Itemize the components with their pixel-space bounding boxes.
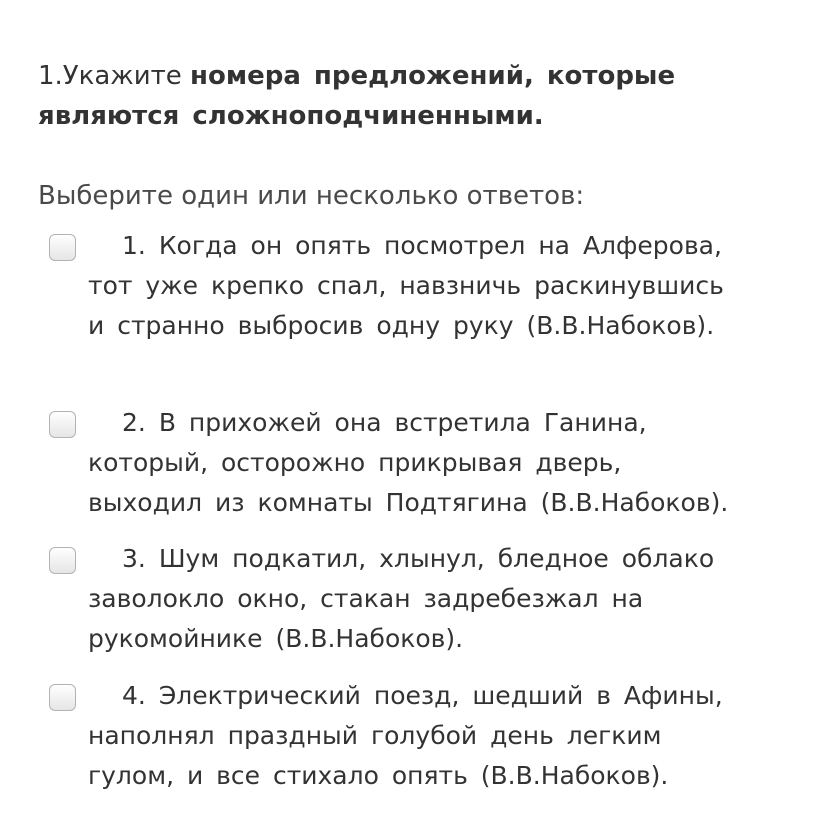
answer-option-text (88, 226, 748, 346)
answer-label: Когда он опять посмотрел на Алферова, тот уже крепко спал, навзничь раскинувшись и странно выбросив одну руку (В.В.Набоков). (88, 231, 724, 340)
question-text (38, 56, 738, 136)
answer-option-text (88, 676, 748, 796)
answer-number: 3. (122, 544, 146, 573)
answer-checkbox-1[interactable] (49, 234, 76, 261)
question-lead: 1.Укажите (38, 61, 182, 91)
answer-option-text (88, 403, 748, 523)
answer-number: 2. (122, 408, 146, 437)
answer-number: 4. (122, 681, 146, 710)
answer-checkbox-2[interactable] (49, 411, 76, 438)
answer-checkbox-3[interactable] (49, 547, 76, 574)
question-bold-text: номера предложений, которые являются сложноподчиненными. (38, 61, 676, 131)
answer-label: Электрический поезд, шедший в Афины, наполнял праздный голубой день легким гулом, и все стихало опять (В.В.Набоков). (88, 681, 723, 790)
answer-label: В прихожей она встретила Ганина, который, осторожно прикрывая дверь, выходил из комнаты Подтягина (В.В.Набоков). (88, 408, 729, 517)
answer-option-text (88, 539, 748, 659)
answer-prompt: Выберите один или несколько ответов: (38, 181, 585, 211)
answer-label: Шум подкатил, хлынул, бледное облако заволокло окно, стакан задребезжал на рукомойнике (В.В.Набоков). (88, 544, 715, 653)
answer-number: 1. (122, 231, 146, 260)
answer-checkbox-4[interactable] (49, 684, 76, 711)
